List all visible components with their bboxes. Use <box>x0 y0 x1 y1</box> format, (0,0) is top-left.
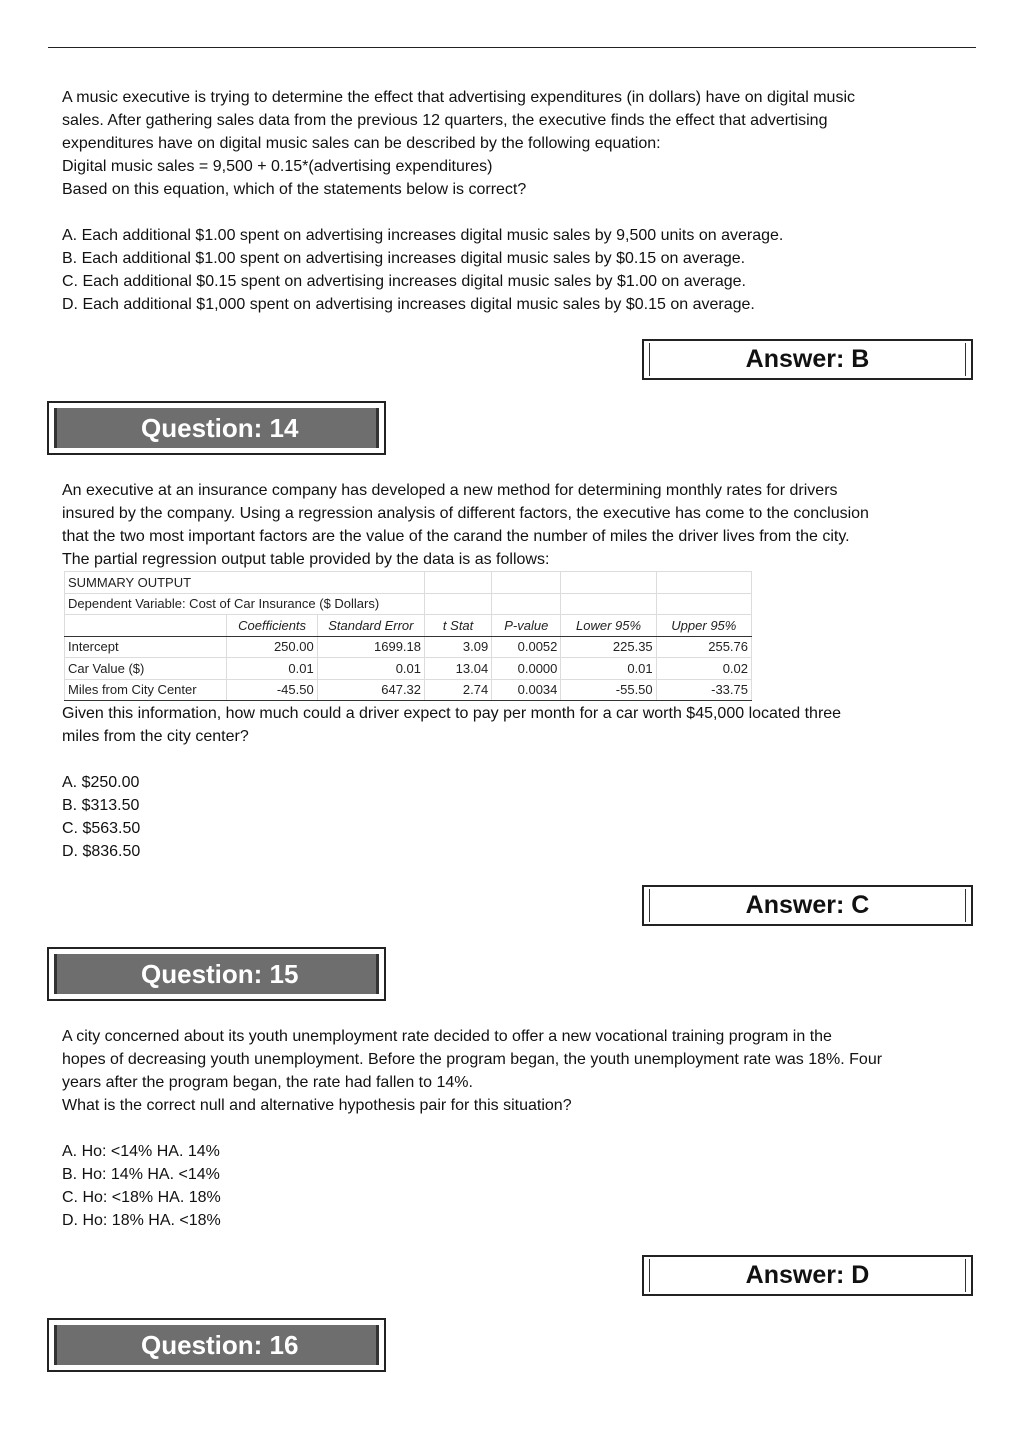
q13-answer-box <box>642 339 973 380</box>
q16-heading-text: Question: 16 <box>141 1329 299 1360</box>
q13-line: Based on this equation, which of the statements below is correct? <box>62 181 527 198</box>
table-title: SUMMARY OUTPUT <box>65 572 425 594</box>
question-16-heading <box>47 1318 386 1372</box>
q14-options <box>62 771 972 863</box>
question-13-text <box>62 86 972 316</box>
q13-option-d: D. Each additional $1,000 spent on advertising increases digital music sales by $0.15 on average. <box>62 296 755 313</box>
question-15-text <box>62 1025 972 1232</box>
q15-option-d: D. Ho: 18% HA. <18% <box>62 1212 221 1229</box>
q13-option-a: A. Each additional $1.00 spent on advertising increases digital music sales by 9,500 units on average. <box>62 227 784 244</box>
q15-options <box>62 1140 972 1232</box>
q15-heading-text: Question: 15 <box>141 958 299 989</box>
question-14-followup <box>62 702 972 863</box>
q14-line: The partial regression output table provided by the data is as follows: <box>62 551 550 568</box>
q15-answer: Answer: D <box>745 1261 870 1289</box>
q14-line: insured by the company. Using a regression analysis of different factors, the executive has come to the conclusion <box>62 505 869 522</box>
table-header: Standard Error <box>317 615 424 637</box>
question-15-heading <box>47 947 386 1001</box>
q13-option-b: B. Each additional $1.00 spent on advertising increases digital music sales by $0.15 on average. <box>62 250 746 267</box>
table-row: Intercept 250.00 1699.18 3.09 0.0052 225.35 255.76 <box>65 636 752 658</box>
table-header: Coefficients <box>227 615 317 637</box>
q14-option-b: B. $313.50 <box>62 797 140 814</box>
q14-after-line: miles from the city center? <box>62 728 249 745</box>
q14-heading-text: Question: 14 <box>141 412 299 443</box>
q13-line: A music executive is trying to determine the effect that advertising expenditures (in dollars) have on digital music <box>62 89 855 106</box>
table-header: Upper 95% <box>656 615 751 637</box>
question-14-heading <box>47 401 386 455</box>
table-header: Lower 95% <box>561 615 656 637</box>
q13-equation: Digital music sales = 9,500 + 0.15*(advertising expenditures) <box>62 158 493 175</box>
q14-answer-box <box>642 885 973 926</box>
question-14-text <box>62 479 972 571</box>
q14-option-c: C. $563.50 <box>62 820 141 837</box>
q14-option-d: D. $836.50 <box>62 843 141 860</box>
q13-answer: Answer: B <box>745 345 870 373</box>
q13-line: expenditures have on digital music sales can be described by the following equation: <box>62 135 661 152</box>
table-header: t Stat <box>425 615 492 637</box>
q15-line: hopes of decreasing youth unemployment. Before the program began, the youth unemployment rate was 18%. Four <box>62 1051 883 1068</box>
q13-option-c: C. Each additional $0.15 spent on advertising increases digital music sales by $1.00 on average. <box>62 273 746 290</box>
q14-after-line: Given this information, how much could a driver expect to pay per month for a car worth $45,000 located three <box>62 705 842 722</box>
table-subtitle: Dependent Variable: Cost of Car Insurance ($ Dollars) <box>65 593 425 615</box>
regression-table <box>64 571 752 701</box>
table-row: Car Value ($) 0.01 0.01 13.04 0.0000 0.01 0.02 <box>65 658 752 680</box>
q14-option-a: A. $250.00 <box>62 774 140 791</box>
q15-line: A city concerned about its youth unemployment rate decided to offer a new vocational training program in the <box>62 1028 832 1045</box>
q15-line: What is the correct null and alternative hypothesis pair for this situation? <box>62 1097 572 1114</box>
q15-line: years after the program began, the rate had fallen to 14%. <box>62 1074 473 1091</box>
q13-line: sales. After gathering sales data from the previous 12 quarters, the executive finds the effect that advertising <box>62 112 828 129</box>
top-rule <box>48 47 976 48</box>
table-header <box>65 615 227 637</box>
q15-option-c: C. Ho: <18% HA. 18% <box>62 1189 221 1206</box>
q15-option-a: A. Ho: <14% HA. 14% <box>62 1143 220 1160</box>
q14-answer: Answer: C <box>745 891 870 919</box>
q14-line: An executive at an insurance company has developed a new method for determining monthly rates for drivers <box>62 482 838 499</box>
q13-options <box>62 224 972 316</box>
q15-option-b: B. Ho: 14% HA. <14% <box>62 1166 220 1183</box>
q14-line: that the two most important factors are the value of the carand the number of miles the driver lives from the city. <box>62 528 850 545</box>
q15-answer-box <box>642 1255 973 1296</box>
table-header: P-value <box>492 615 561 637</box>
table-row: Miles from City Center -45.50 647.32 2.74 0.0034 -55.50 -33.75 <box>65 679 752 701</box>
